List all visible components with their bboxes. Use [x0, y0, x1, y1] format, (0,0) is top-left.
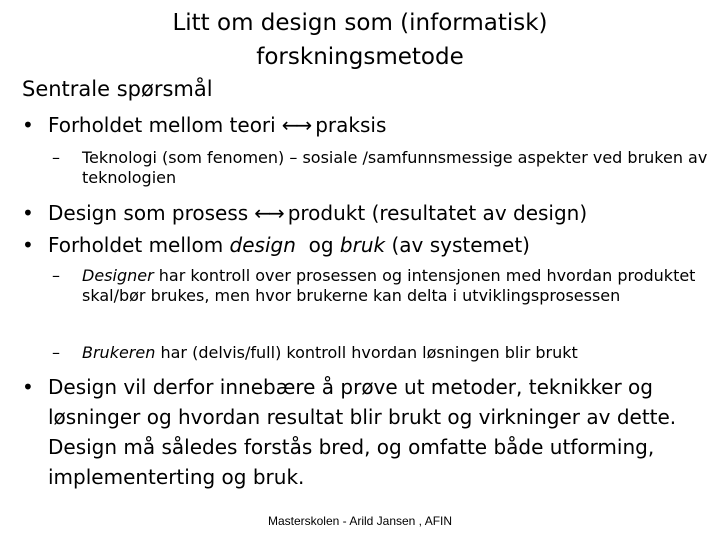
bullet-teori-praksis — [22, 110, 386, 140]
title-line-1: Litt om design som (informatisk) — [172, 10, 548, 36]
bullet-dot: • — [22, 233, 34, 257]
title-line-2: forskningsmetode — [256, 44, 464, 70]
bullet-text-c: (av systemet) — [385, 233, 530, 257]
footer: Masterskolen - Arild Jansen , AFIN — [267, 514, 453, 528]
subheading: Sentrale spørsmål — [22, 77, 213, 101]
bullet-text-b: og — [295, 233, 340, 257]
bullet-dot: • — [22, 113, 34, 137]
bullet-text-b: praksis — [315, 113, 387, 137]
bullet-text-b: produkt (resultatet av design) — [287, 201, 588, 225]
subbullet-text: har kontroll over prosessen og intensjonen med hvordan produktet skal/bør brukes, men hvor brukerne kan delta i utviklingsprosessen — [82, 266, 696, 305]
dash-glyph: – — [52, 148, 60, 167]
bullet-prosess-produkt — [22, 198, 587, 228]
bullet-design-metoder — [22, 372, 720, 492]
subbullet-em: Designer — [82, 266, 154, 285]
bullet-em-design: design — [229, 233, 296, 257]
subbullet-text: har (delvis/full) kontroll hvordan løsningen blir brukt — [155, 343, 578, 362]
bullet-dot: • — [22, 375, 34, 399]
subbullet-teknologi — [52, 148, 720, 188]
bullet-text: Design vil derfor innebære å prøve ut metoder, teknikker og løsninger og hvordan resultat blir brukt og virkninger av dette. Design må således forstås bred, og omfatte både utforming, implementerting og bruk. — [48, 375, 677, 489]
subbullet-em: Brukeren — [82, 343, 156, 362]
slide-title — [60, 6, 660, 74]
subbullet-brukeren — [52, 343, 720, 363]
bullet-text-a: Forholdet mellom teori — [48, 113, 276, 137]
double-arrow-icon: ←→ — [254, 201, 282, 225]
dash-glyph: – — [52, 266, 60, 285]
bullet-design-bruk — [22, 230, 530, 260]
bullet-text-a: Forholdet mellom — [48, 233, 230, 257]
bullet-em-bruk: bruk — [339, 233, 386, 257]
subbullet-designer — [52, 266, 720, 306]
subbullet-text: Teknologi (som fenomen) – sosiale /samfunnsmessige aspekter ved bruken av teknologien — [82, 148, 708, 187]
bullet-text-a: Design som prosess — [48, 201, 249, 225]
dash-glyph: – — [52, 343, 60, 362]
double-arrow-icon: ←→ — [281, 113, 310, 137]
bullet-dot: • — [22, 201, 34, 225]
